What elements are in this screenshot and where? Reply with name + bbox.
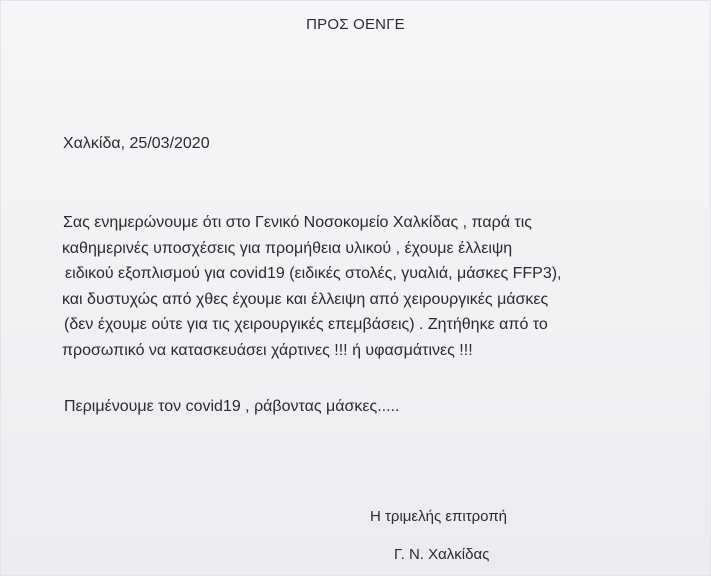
body-line: (δεν έχουμε ούτε για τις χειρουργικές επεμβάσεις) . Ζητήθηκε από το: [64, 316, 548, 333]
letter-recipient: ΠΡΟΣ ΟΕΝΓΕ: [306, 16, 405, 33]
body-line: καθημερινές υποσχέσεις για προμήθεια υλικού , έχουμε έλλειψη: [62, 239, 513, 257]
body-line: ειδικού εξοπλισμού για covid19 (ειδικές στολές, γυαλιά, μάσκες FFP3),: [65, 265, 562, 282]
signature-committee: Η τριμελής επιτροπή: [370, 508, 508, 525]
body-line: Σας ενημερώνουμε ότι στο Γενικό Νοσοκομείο Χαλκίδας , παρά τις: [63, 214, 532, 231]
signature-hospital: Γ. Ν. Χαλκίδας: [394, 546, 490, 563]
body-line: προσωπικό να κατασκευάσει χάρτινες !!! ή υφασμάτινες !!!: [62, 341, 473, 359]
letter-closing: Περιμένουμε τον covid19 , ράβοντας μάσκες.....: [64, 398, 400, 415]
letter-place-date: Χαλκίδα, 25/03/2020: [63, 135, 210, 152]
letter-body: [62, 210, 662, 363]
body-line: και δυστυχώς από χθες έχουμε και έλλειψη από χειρουργικές μάσκες: [62, 290, 549, 308]
